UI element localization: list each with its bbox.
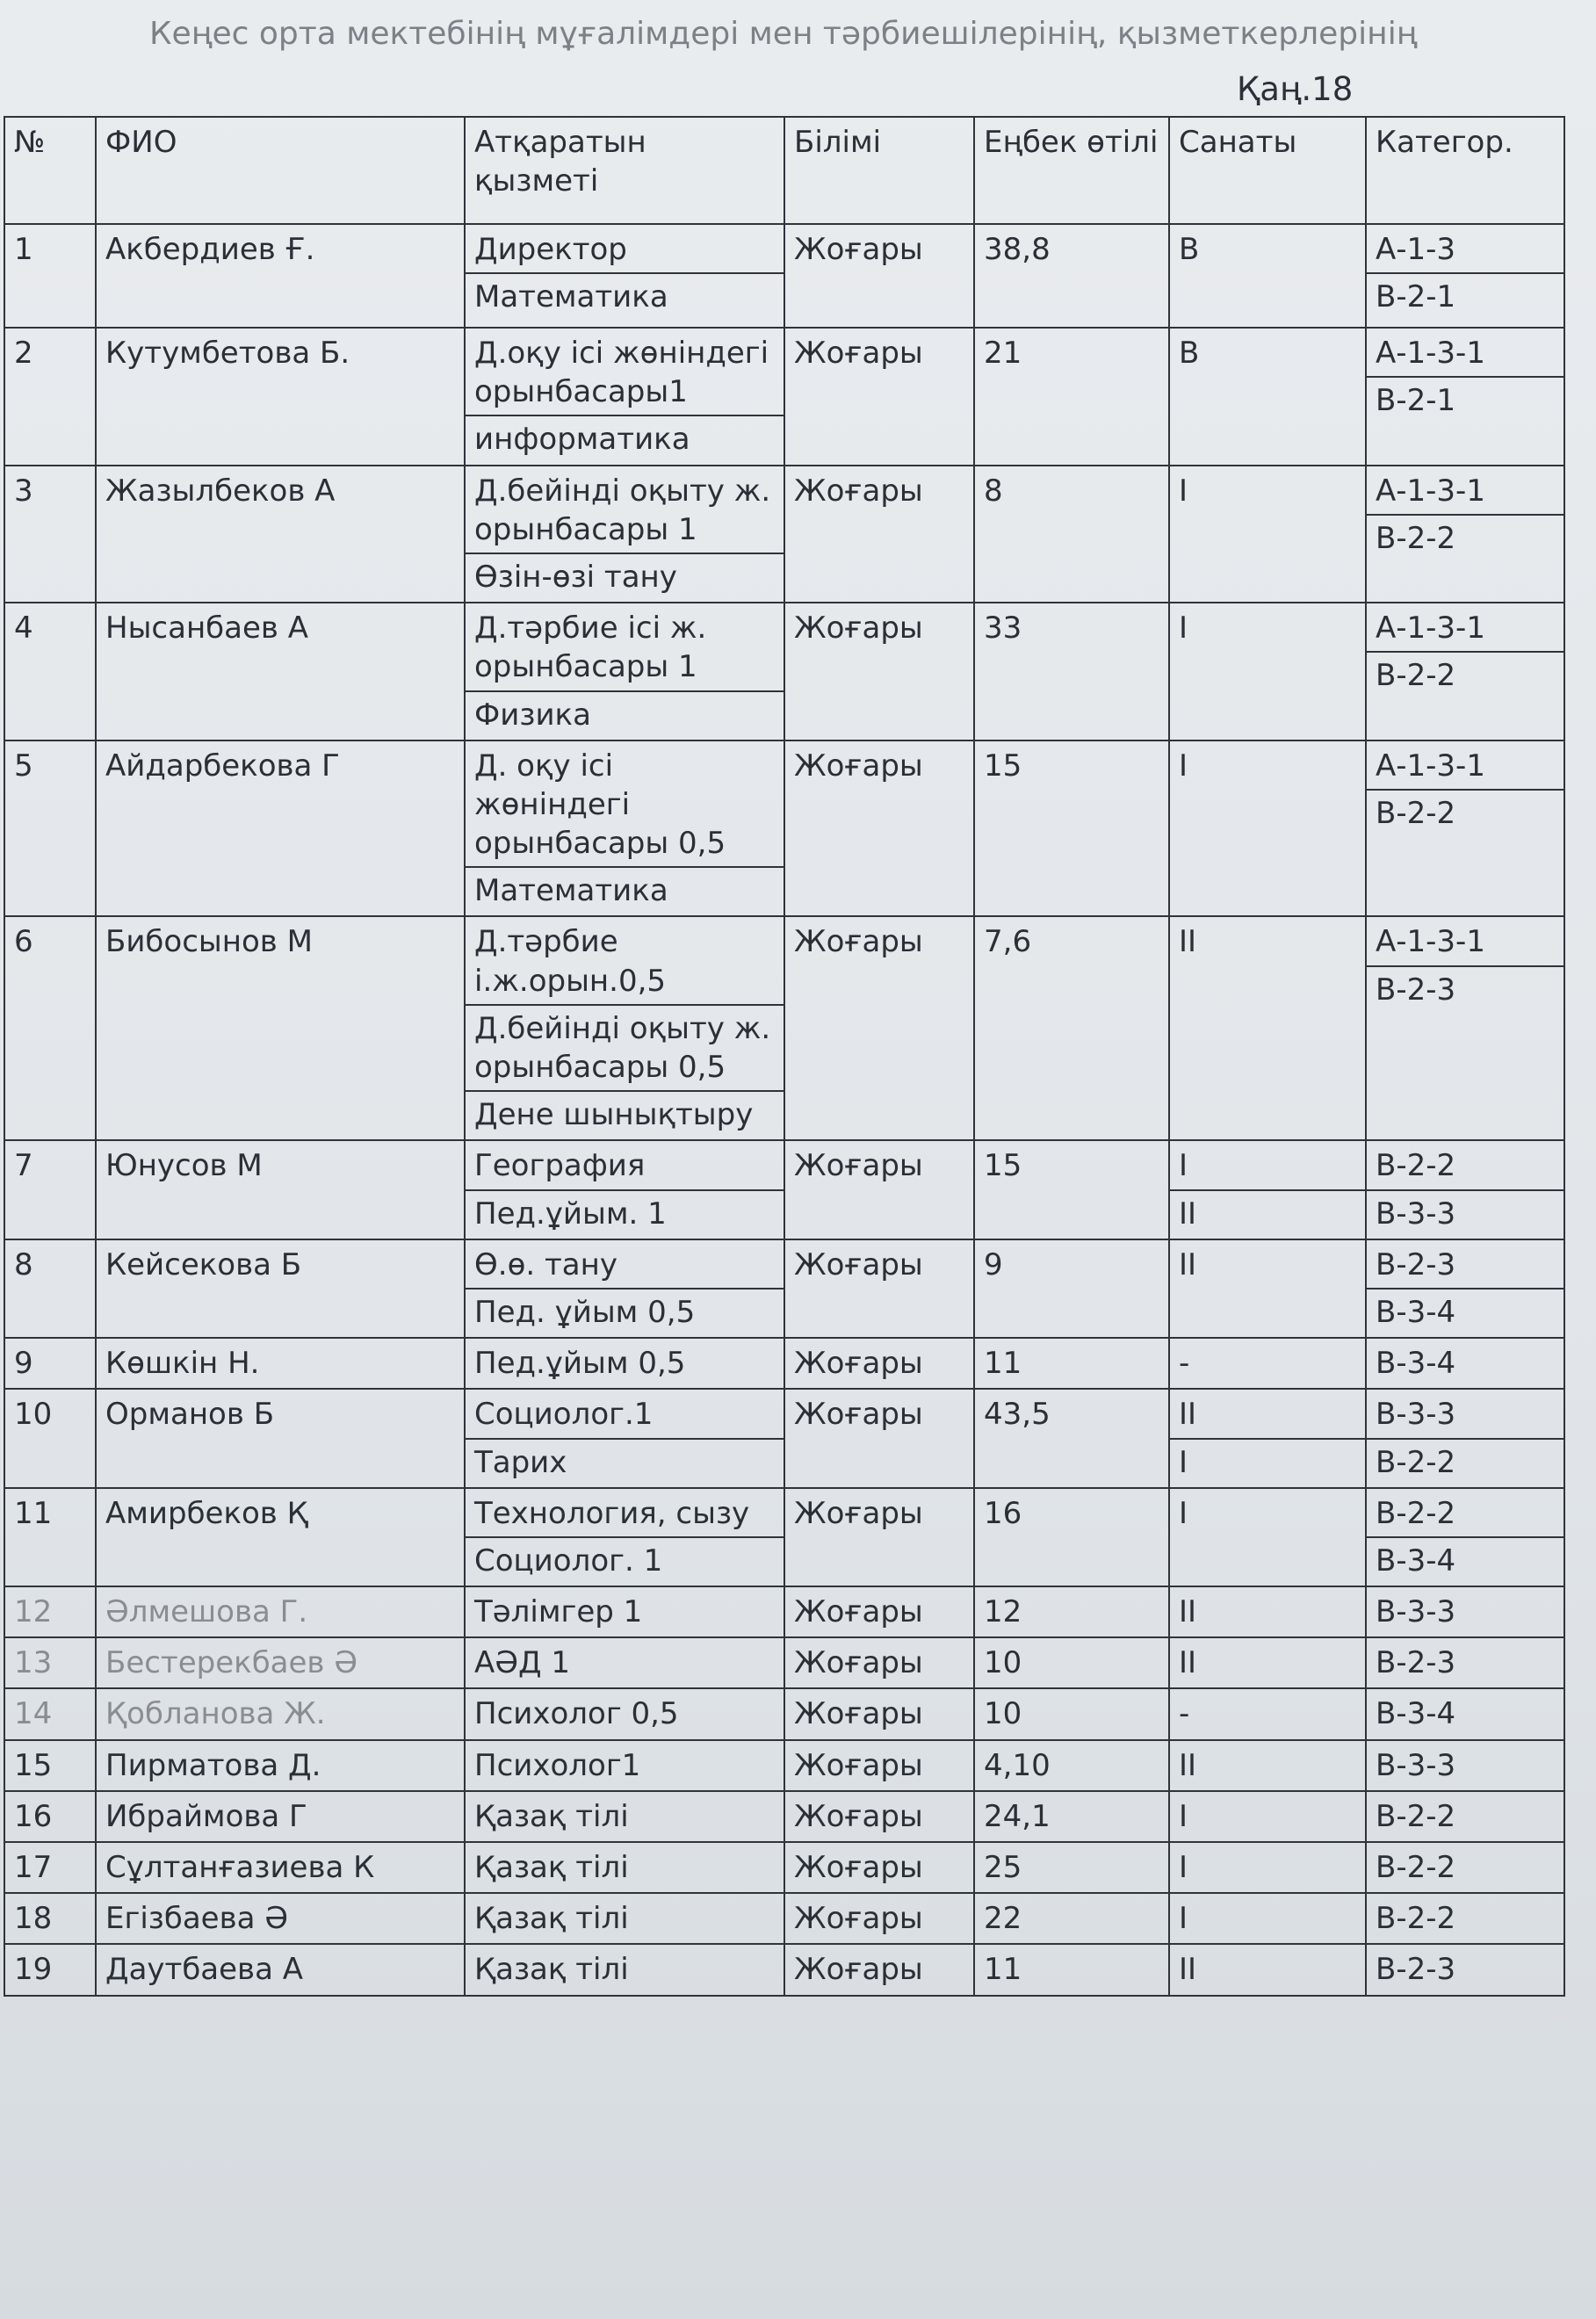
cell-role-line: Ө.ө. тану [474,1246,617,1282]
cell-category [1366,1893,1564,1944]
cell-experience: 24,1 [974,1791,1169,1842]
cell-role-line: Д.тәрбие ісі ж. орынбасары 1 [474,610,707,685]
cell-experience: 9 [974,1239,1169,1338]
cell-education: Жоғары [784,1140,974,1239]
cell-experience: 25 [974,1842,1169,1893]
cell-experience: 12 [974,1586,1169,1637]
cell-education: Жоғары [784,740,974,917]
cell-education: Жоғары [784,1239,974,1338]
table-row [4,1944,1564,1995]
cell-category [1366,224,1564,328]
cell-name: Амирбеков Қ [96,1488,465,1586]
cell-name: Акбердиев Ғ. [96,224,465,328]
cell-education: Жоғары [784,916,974,1140]
cell-category [1366,466,1564,603]
header-no: № [4,117,96,224]
table-row [4,916,1564,1140]
cell-category [1366,1944,1564,1995]
cell-category [1366,1637,1564,1688]
cell-role-line: Қазақ тілі [474,1798,629,1834]
cell-role [465,603,784,740]
cell-rank-line: І [1170,1438,1365,1482]
cell-education: Жоғары [784,1637,974,1688]
cell-education: Жоғары [784,1791,974,1842]
table-row [4,1586,1564,1637]
cell-no: 15 [4,1740,96,1791]
cell-rank-line: ІІ [1179,924,1197,960]
cell-category [1366,1740,1564,1791]
cell-rank [1169,328,1366,466]
cell-role [465,1389,784,1487]
cell-name: Ибраймова Г [96,1791,465,1842]
cell-rank-line: ІІ [1179,1747,1197,1783]
cell-rank [1169,1740,1366,1791]
cell-role-line: Д. оқу ісі жөніндегі орынбасары 0,5 [474,748,726,862]
cell-no: 12 [4,1586,96,1637]
cell-education: Жоғары [784,1893,974,1944]
staff-table-body [4,224,1564,1996]
cell-category-line: А-1-3-1 [1376,336,1485,371]
cell-category [1366,1842,1564,1893]
cell-category-line: В-2-3 [1376,1645,1456,1681]
cell-name: Юнусов М [96,1140,465,1239]
cell-category-line: В-3-4 [1376,1346,1456,1382]
cell-role [465,916,784,1140]
cell-name: Әлмешова Г. [96,1586,465,1637]
cell-rank [1169,1488,1366,1586]
cell-role-line: Тарих [466,1438,784,1482]
cell-category-line: В-2-2 [1376,1850,1456,1885]
cell-category-line: В-3-3 [1367,1189,1564,1233]
cell-rank-line: І [1179,1850,1188,1885]
table-row [4,224,1564,328]
cell-category [1366,1338,1564,1389]
cell-rank [1169,740,1366,917]
cell-role-line: АӘД 1 [474,1645,571,1681]
cell-rank [1169,224,1366,328]
cell-name: Егізбаева Ә [96,1893,465,1944]
cell-no: 9 [4,1338,96,1389]
cell-role [465,1637,784,1688]
cell-role-line: информатика [466,415,784,459]
cell-name: Нысанбаев А [96,603,465,740]
cell-experience: 8 [974,466,1169,603]
cell-role [465,1586,784,1637]
cell-role-line: Пед.ұйым. 1 [466,1189,784,1233]
cell-role [465,224,784,328]
cell-experience: 10 [974,1688,1169,1739]
cell-category-line: В-3-3 [1376,1747,1456,1783]
cell-role [465,1488,784,1586]
document-date: Қаң.18 [1237,70,1354,108]
cell-category-line: В-2-2 [1367,514,1564,558]
cell-name: Бестерекбаев Ә [96,1637,465,1688]
cell-rank [1169,1389,1366,1487]
header-education: Білімі [784,117,974,224]
cell-rank [1169,1688,1366,1739]
cell-experience: 7,6 [974,916,1169,1140]
cell-no: 3 [4,466,96,603]
cell-education: Жоғары [784,328,974,466]
table-row [4,603,1564,740]
cell-category-line: В-3-4 [1376,1696,1456,1732]
cell-name: Сұлтанғазиева К [96,1842,465,1893]
cell-name: Пирматова Д. [96,1740,465,1791]
table-row [4,1791,1564,1842]
cell-rank-line: В [1179,336,1200,371]
table-row [4,1338,1564,1389]
cell-rank-line: ІІ [1179,1397,1197,1433]
cell-role [465,1338,784,1389]
cell-name: Қобланова Ж. [96,1688,465,1739]
table-row [4,1140,1564,1239]
table-row [4,1893,1564,1944]
cell-rank-line: ІІ [1179,1645,1197,1681]
cell-role [465,328,784,466]
cell-role-line: Физика [466,690,784,734]
cell-experience: 4,10 [974,1740,1169,1791]
cell-rank-line: В [1179,232,1200,267]
cell-rank [1169,1239,1366,1338]
cell-education: Жоғары [784,1842,974,1893]
cell-role-line: Психолог 0,5 [474,1696,679,1732]
cell-rank [1169,1637,1366,1688]
cell-category [1366,1791,1564,1842]
cell-category-line: В-2-2 [1376,1901,1456,1937]
cell-no: 5 [4,740,96,917]
cell-name: Кейсекова Б [96,1239,465,1338]
cell-rank [1169,603,1366,740]
cell-rank-line: ІІ [1179,1952,1197,1988]
cell-category-line: В-2-2 [1367,789,1564,833]
cell-rank-line: І [1179,1495,1188,1531]
cell-no: 13 [4,1637,96,1688]
cell-name: Бибосынов М [96,916,465,1140]
cell-role-line: Қазақ тілі [474,1901,629,1937]
cell-no: 7 [4,1140,96,1239]
cell-category [1366,1488,1564,1586]
cell-category-line: В-2-2 [1376,1148,1456,1184]
cell-experience: 11 [974,1944,1169,1995]
cell-role-line: Пед.ұйым 0,5 [474,1346,686,1382]
cell-category-line: В-2-3 [1376,1246,1456,1282]
cell-education: Жоғары [784,1586,974,1637]
cell-education: Жоғары [784,466,974,603]
cell-experience: 10 [974,1637,1169,1688]
header-role: Атқаратын қызметі [465,117,784,224]
cell-rank-line: І [1179,748,1188,784]
cell-role-line: Қазақ тілі [474,1952,629,1988]
cell-role-line: Д.оқу ісі жөніндегі орынбасары1 [474,336,769,410]
cell-rank-line: І [1179,473,1188,509]
cell-category [1366,916,1564,1140]
table-row [4,1637,1564,1688]
cell-role-line: Өзін-өзі тану [466,553,784,596]
cell-no: 18 [4,1893,96,1944]
cell-role [465,1239,784,1338]
table-row [4,740,1564,917]
cell-rank [1169,466,1366,603]
cell-category [1366,1239,1564,1338]
cell-role [465,1688,784,1739]
cell-role [465,1740,784,1791]
cell-no: 19 [4,1944,96,1995]
cell-category-line: В-2-2 [1367,651,1564,695]
cell-category-line: В-2-3 [1376,1952,1456,1988]
cell-education: Жоғары [784,603,974,740]
document-title: Кеңес орта мектебінің мұғалімдері мен тәрбиешілерінің, қызметкерлерінің [149,16,1418,52]
cell-education: Жоғары [784,1688,974,1739]
cell-no: 16 [4,1791,96,1842]
cell-no: 4 [4,603,96,740]
cell-category-line: В-3-4 [1367,1288,1564,1332]
cell-experience: 33 [974,603,1169,740]
cell-category [1366,740,1564,917]
cell-no: 17 [4,1842,96,1893]
cell-role-line: Д.тәрбие і.ж.орын.0,5 [474,924,667,999]
cell-role [465,1140,784,1239]
cell-name: Даутбаева А [96,1944,465,1995]
cell-rank-line: І [1179,1901,1188,1937]
cell-name: Орманов Б [96,1389,465,1487]
cell-experience: 16 [974,1488,1169,1586]
cell-category [1366,1688,1564,1739]
cell-role-line: Социолог.1 [474,1397,654,1433]
cell-role-line: Пед. ұйым 0,5 [466,1288,784,1332]
cell-name: Айдарбекова Г [96,740,465,917]
table-row [4,1842,1564,1893]
header-name: ФИО [96,117,465,224]
cell-no: 6 [4,916,96,1140]
cell-rank [1169,1140,1366,1239]
table-row [4,466,1564,603]
header-rank: Санаты [1169,117,1366,224]
cell-category-line: В-2-2 [1367,1438,1564,1482]
cell-rank [1169,1893,1366,1944]
cell-rank [1169,1842,1366,1893]
staff-table [4,116,1565,1997]
cell-role-line: Д.бейінді оқыту ж. орынбасары 0,5 [466,1004,784,1087]
cell-category [1366,1389,1564,1487]
cell-category-line: А-1-3-1 [1376,924,1485,960]
header-experience: Еңбек өтілі [974,117,1169,224]
cell-role [465,740,784,917]
cell-category [1366,1586,1564,1637]
table-row [4,328,1564,466]
cell-rank-line: І [1179,1798,1188,1834]
cell-role-line: Директор [474,232,627,267]
cell-role-line: Социолог. 1 [466,1536,784,1580]
cell-category-line: В-3-3 [1376,1397,1456,1433]
cell-no: 2 [4,328,96,466]
cell-category-line: А-1-3-1 [1376,748,1485,784]
cell-category-line: В-3-4 [1367,1536,1564,1580]
cell-name: Көшкін Н. [96,1338,465,1389]
cell-rank [1169,1338,1366,1389]
cell-category-line: А-1-3-1 [1376,610,1485,647]
cell-education: Жоғары [784,1338,974,1389]
cell-experience: 22 [974,1893,1169,1944]
cell-no: 8 [4,1239,96,1338]
cell-role-line: Д.бейінді оқыту ж. орынбасары 1 [474,473,771,547]
cell-rank-line: - [1179,1696,1190,1732]
cell-experience: 38,8 [974,224,1169,328]
table-row [4,1740,1564,1791]
cell-role-line: Тәлімгер 1 [474,1594,643,1630]
cell-category-line: А-1-3-1 [1376,473,1485,509]
cell-name: Кутумбетова Б. [96,328,465,466]
table-row [4,1389,1564,1487]
cell-education: Жоғары [784,224,974,328]
cell-experience: 21 [974,328,1169,466]
cell-rank-line: І [1179,610,1188,647]
cell-rank [1169,916,1366,1140]
cell-no: 14 [4,1688,96,1739]
cell-name: Жазылбеков А [96,466,465,603]
cell-rank [1169,1944,1366,1995]
cell-education: Жоғары [784,1944,974,1995]
table-header-row [4,117,1564,224]
cell-category-line: А-1-3 [1376,232,1456,267]
cell-role-line: Технология, сызу [474,1495,750,1531]
cell-role [465,1842,784,1893]
table-row [4,1239,1564,1338]
cell-category [1366,328,1564,466]
cell-no: 10 [4,1389,96,1487]
cell-no: 11 [4,1488,96,1586]
cell-category-line: В-3-3 [1376,1594,1456,1630]
cell-experience: 15 [974,740,1169,917]
cell-category-line: В-2-1 [1367,272,1564,316]
cell-education: Жоғары [784,1740,974,1791]
cell-rank-line: І [1179,1148,1188,1184]
cell-role-line: География [474,1148,646,1184]
cell-role-line: Математика [466,866,784,910]
cell-role-line: Математика [466,272,784,316]
cell-role [465,1944,784,1995]
cell-rank-line: ІІ [1170,1189,1365,1233]
cell-category-line: В-2-3 [1367,965,1564,1009]
cell-category-line: В-2-2 [1376,1798,1456,1834]
cell-rank [1169,1586,1366,1637]
cell-category-line: В-2-1 [1367,376,1564,420]
cell-experience: 43,5 [974,1389,1169,1487]
cell-rank-line: ІІ [1179,1246,1197,1282]
cell-category [1366,603,1564,740]
cell-experience: 15 [974,1140,1169,1239]
cell-education: Жоғары [784,1488,974,1586]
cell-rank-line: - [1179,1346,1190,1382]
cell-role [465,1893,784,1944]
cell-no: 1 [4,224,96,328]
table-row [4,1488,1564,1586]
cell-role-line: Дене шынықтыру [466,1090,784,1134]
cell-education: Жоғары [784,1389,974,1487]
cell-role [465,466,784,603]
cell-role-line: Психолог1 [474,1747,641,1783]
cell-rank-line: ІІ [1179,1594,1197,1630]
cell-role [465,1791,784,1842]
cell-rank [1169,1791,1366,1842]
cell-experience: 11 [974,1338,1169,1389]
cell-category-line: В-2-2 [1376,1495,1456,1531]
cell-role-line: Қазақ тілі [474,1850,629,1885]
header-category: Категор. [1366,117,1564,224]
table-row [4,1688,1564,1739]
cell-category [1366,1140,1564,1239]
